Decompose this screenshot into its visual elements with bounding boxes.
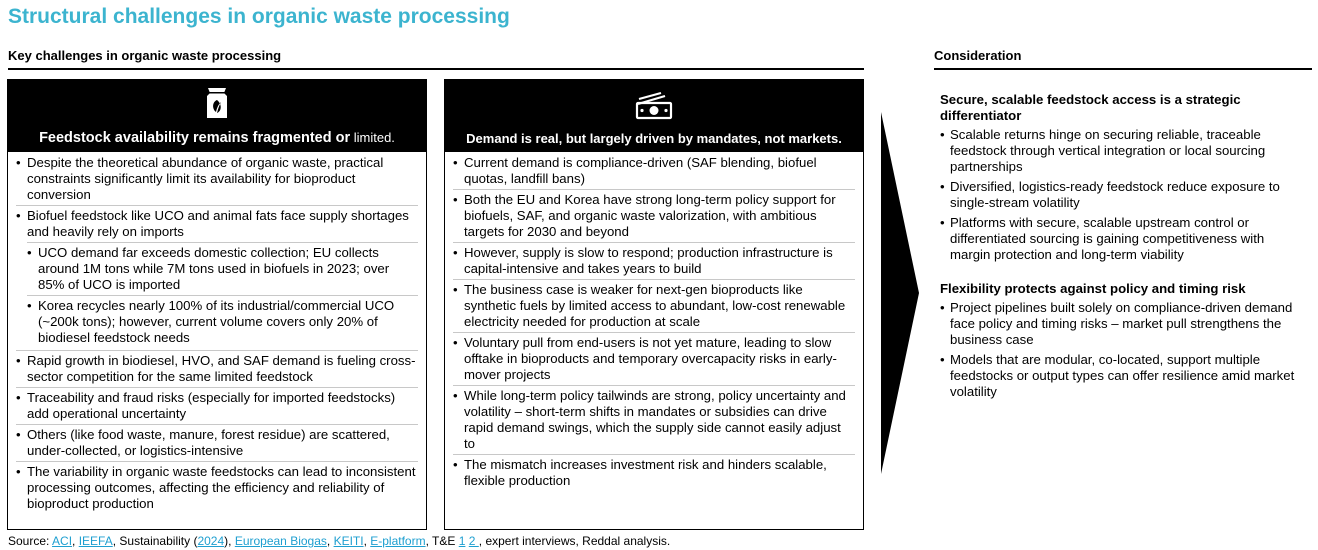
consideration-group	[940, 281, 1300, 400]
list-item: • Others (like food waste, manure, forest residue) are scattered, under-collected, or logistics-intensive	[16, 427, 418, 462]
consideration-item: • Scalable returns hinge on securing reliable, traceable feedstock through vertical integration or local sourcing partnerships	[940, 127, 1300, 175]
source-link-aci[interactable]: ACI	[52, 534, 73, 548]
sub-list-item: • UCO demand far exceeds domestic collection; EU collects around 1M tons while 7M tons used in biofuels in 2023; over 85% of UCO is imported	[27, 242, 418, 295]
demand-box-title: Demand is real, but largely driven by mandates, not markets.	[466, 131, 842, 146]
consideration-heading: Flexibility protects against policy and timing risk	[940, 281, 1246, 296]
fertilizer-bag-icon	[205, 86, 229, 125]
source-link-ieefa[interactable]: IEEFA	[78, 534, 113, 548]
feedstock-box-title-tail: limited.	[350, 130, 395, 145]
demand-challenge-box	[444, 79, 864, 530]
feedstock-box-header	[8, 80, 426, 152]
list-item: • However, supply is slow to respond; production infrastructure is capital-intensive and takes years to build	[453, 245, 855, 280]
demand-box-header	[445, 80, 863, 152]
left-section-heading: Key challenges in organic waste processing	[8, 48, 864, 70]
consideration-heading: Secure, scalable feedstock access is a strategic differentiator	[940, 92, 1241, 123]
consideration-item: • Platforms with secure, scalable upstream control or differentiated sourcing is gaining competitiveness with margin protection and long-term viability	[940, 215, 1300, 263]
sub-list-item: • Korea recycles nearly 100% of its industrial/commercial UCO (~200k tons); however, current volume covers only 20% of biodiesel feedstock needs	[27, 295, 418, 348]
consideration-panel	[940, 92, 1300, 404]
source-prefix: Source:	[8, 534, 53, 548]
source-text: , expert interviews, Reddal analysis.	[478, 534, 671, 548]
list-item: • While long-term policy tailwinds are strong, policy uncertainty and volatility – short-term shifts in mandates or subsidies can drive rapid demand swings, which the supply side cannot easily adjust to	[453, 388, 855, 455]
list-item: • Current demand is compliance-driven (SAF blending, biofuel quotas, landfill bans)	[453, 155, 855, 190]
source-text: ,	[72, 534, 79, 548]
source-link-e-platform[interactable]: E-platform	[370, 534, 426, 548]
feedstock-challenge-box	[7, 79, 427, 530]
list-item: • The business case is weaker for next-gen bioproducts like synthetic fuels by limited access to abundant, low-cost renewable electricity needed for production at scale	[453, 282, 855, 333]
list-item: • Both the EU and Korea have strong long-term policy support for biofuels, SAF, and organic waste valorization, with ambitious targets for 2030 and beyond	[453, 192, 855, 243]
list-item-text: Biofuel feedstock like UCO and animal fats face supply shortages and heavily rely on imports	[27, 208, 409, 239]
feedstock-box-title: Feedstock availability remains fragmented or	[39, 130, 351, 146]
list-item: • Voluntary pull from end-users is not yet mature, leading to slow offtake in bioproducts and temporary overcapacity risks in early-mover projects	[453, 335, 855, 386]
source-link-te-1[interactable]: 1	[458, 534, 466, 548]
source-text: ,	[363, 534, 371, 548]
source-text: ),	[224, 534, 235, 548]
consideration-item: • Project pipelines built solely on compliance-driven demand face policy and timing risks – market pull strengthens the business case	[940, 300, 1300, 348]
list-item: • Traceability and fraud risks (especially for imported feedstocks) add operational uncertainty	[16, 390, 418, 425]
list-item: • The mismatch increases investment risk and hinders scalable, flexible production	[453, 457, 855, 491]
list-item: • Despite the theoretical abundance of organic waste, practical constraints significantly limit its availability for bioproduct conversion	[16, 155, 418, 206]
source-text: ,	[326, 534, 334, 548]
list-item	[16, 208, 418, 351]
source-text: , Sustainability (	[112, 534, 198, 548]
source-footnote	[8, 534, 670, 548]
consideration-item: • Models that are modular, co-located, support multiple feedstocks or output types can offer resilience amid market volatility	[940, 352, 1300, 400]
consideration-item: • Diversified, logistics-ready feedstock reduce exposure to single-stream volatility	[940, 179, 1300, 211]
consideration-group	[940, 92, 1300, 263]
source-link-2024[interactable]: 2024	[197, 534, 225, 548]
money-icon	[634, 90, 674, 125]
source-link-keiti[interactable]: KEITI	[333, 534, 364, 548]
list-item: • Rapid growth in biodiesel, HVO, and SAF demand is fueling cross-sector competition for the same limited feedstock	[16, 353, 418, 388]
source-link-european-biogas[interactable]: European Biogas	[234, 534, 327, 548]
source-text: , T&E	[425, 534, 459, 548]
source-link-te-2[interactable]: 2	[468, 534, 479, 548]
chevron-right-arrow	[881, 112, 921, 479]
right-section-heading: Consideration	[934, 48, 1312, 70]
list-item: • The variability in organic waste feedstocks can lead to inconsistent processing outcomes, affecting the efficiency and reliability of bioproduct production	[16, 464, 418, 514]
page-title: Structural challenges in organic waste processing	[8, 5, 510, 28]
